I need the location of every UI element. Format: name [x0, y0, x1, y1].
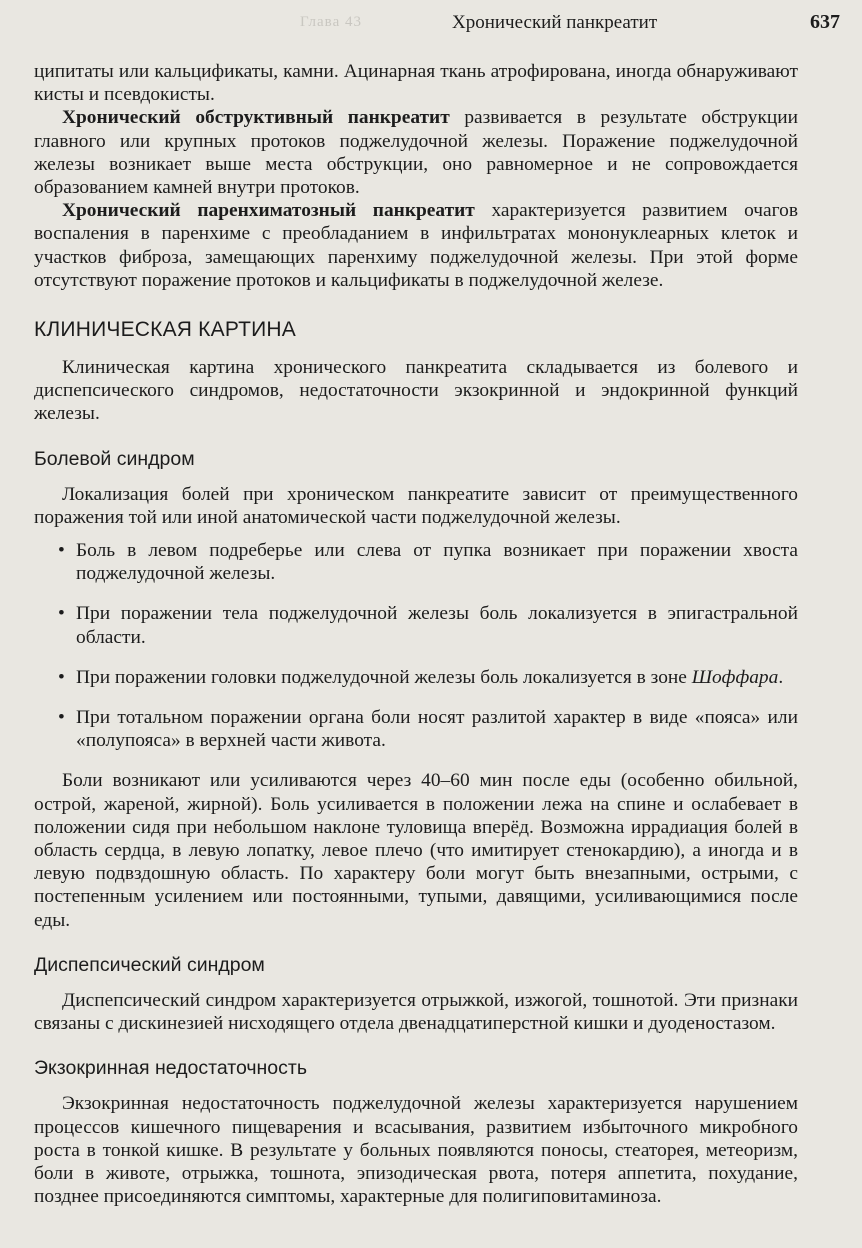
running-header	[0, 8, 862, 38]
dyspepsia-paragraph: Диспепсический синдром характеризуется отрыжкой, изжогой, тошнотой. Эти признаки связаны с дискинезией нисходящего отдела двенадцатиперстной кишки и дуоденостазом.	[34, 989, 798, 1035]
list-item-text: При тотальном поражении органа боли носят разлитой характер в виде «пояса» или «полупояса» в верхней части живота.	[76, 707, 798, 752]
list-item-italic: Шоффара	[691, 666, 779, 688]
intro-paragraph-1: ципитаты или кальцификаты, камни. Ацинарная ткань атрофирована, иногда обнаруживают кисты и псевдокисты.	[34, 61, 798, 106]
exocrine-paragraph: Экзокринная недостаточность поджелудочной железы характеризуется нарушением процессов кишечного пищеварения и всасывания, развитием избыточного микробного роста в тонкой кишке. В результате у больных появляются поносы, стеаторея, метеоризм, боли в животе, отрыжка, тошнота, эпизодическая рвота, потеря аппетита, похудание, позднее присоединяются симптомы, характерные для полигиповитаминоза.	[34, 1093, 798, 1208]
bullet-glyph: •	[58, 666, 65, 688]
clinical-paragraph: Клиническая картина хронического панкреатита складывается из болевого и диспепсического синдромов, недостаточности экзокринной и эндокринной функций железы.	[34, 357, 798, 425]
list-item	[34, 539, 798, 585]
list-item	[34, 666, 798, 689]
exocrine-heading: Экзокринная недостаточность	[34, 1057, 307, 1080]
parenchymal-text: характеризуется развитием очагов воспаления в паренхиме с преобладанием в инфильтратах мононуклеарных клеток и участков фиброза, замещающих паренхиму поджелудочной железы. При этой форме отсутствуют поражение протоков и кальцификаты в поджелудочной железе.	[34, 200, 798, 291]
obstructive-text: развивается в результате обструкции главного или крупных протоков поджелудочной железы. Поражение поджелудочной железы возникает выше места обструкции, оно равномерное и не сопровождается образованием камней внутри протоков.	[34, 107, 798, 199]
obstructive-term: Хронический обструктивный панкреатит	[62, 107, 450, 129]
parenchymal-paragraph	[34, 199, 798, 292]
pain-list	[34, 539, 798, 752]
bullet-glyph: •	[58, 603, 65, 625]
bullet-glyph: •	[58, 707, 65, 729]
list-item-end: .	[778, 666, 784, 688]
list-item-text: При поражении тела поджелудочной железы боль локализуется в эпигастральной области.	[76, 603, 798, 648]
pain-intro: Локализация болей при хроническом панкреатите зависит от преимущественного поражения той или иной анатомической части поджелудочной железы.	[34, 483, 798, 528]
page-body	[34, 60, 798, 1208]
dyspepsia-heading: Диспепсический синдром	[34, 953, 265, 976]
pain-heading: Болевой синдром	[34, 447, 195, 470]
obstructive-paragraph	[34, 106, 798, 199]
pain-after-paragraph: Боли возникают или усиливаются через 40–60 мин после еды (особенно обильной, острой, жареной, жирной). Боль усиливается в положении лежа на спине и ослабевает в положении сидя при небольшом наклоне туловища вперёд. Возможна иррадиация болей в область сердца, в левую лопатку, левое плечо (что имитирует стенокардию), а иногда и в левую подвздошную область. По характеру боли могут быть внезапными, острыми, с постепенным усилением или постоянными, тупыми, давящими, усиливающимися после еды.	[34, 770, 798, 931]
clinical-heading: КЛИНИЧЕСКАЯ КАРТИНА	[34, 318, 296, 342]
list-item-text: При поражении головки поджелудочной железы боль локализуется в зоне	[76, 666, 692, 688]
running-title: Хронический панкреатит	[452, 12, 658, 33]
list-item	[34, 602, 798, 648]
bullet-glyph: •	[58, 540, 65, 562]
list-item-text: Боль в левом подреберье или слева от пупка возникает при поражении хвоста поджелудочной железы.	[76, 540, 798, 585]
page-number: 637	[810, 11, 840, 33]
list-item	[34, 706, 798, 752]
bleed-through-text: Глава 43	[300, 14, 362, 30]
parenchymal-term: Хронический паренхиматозный панкреатит	[62, 200, 475, 222]
